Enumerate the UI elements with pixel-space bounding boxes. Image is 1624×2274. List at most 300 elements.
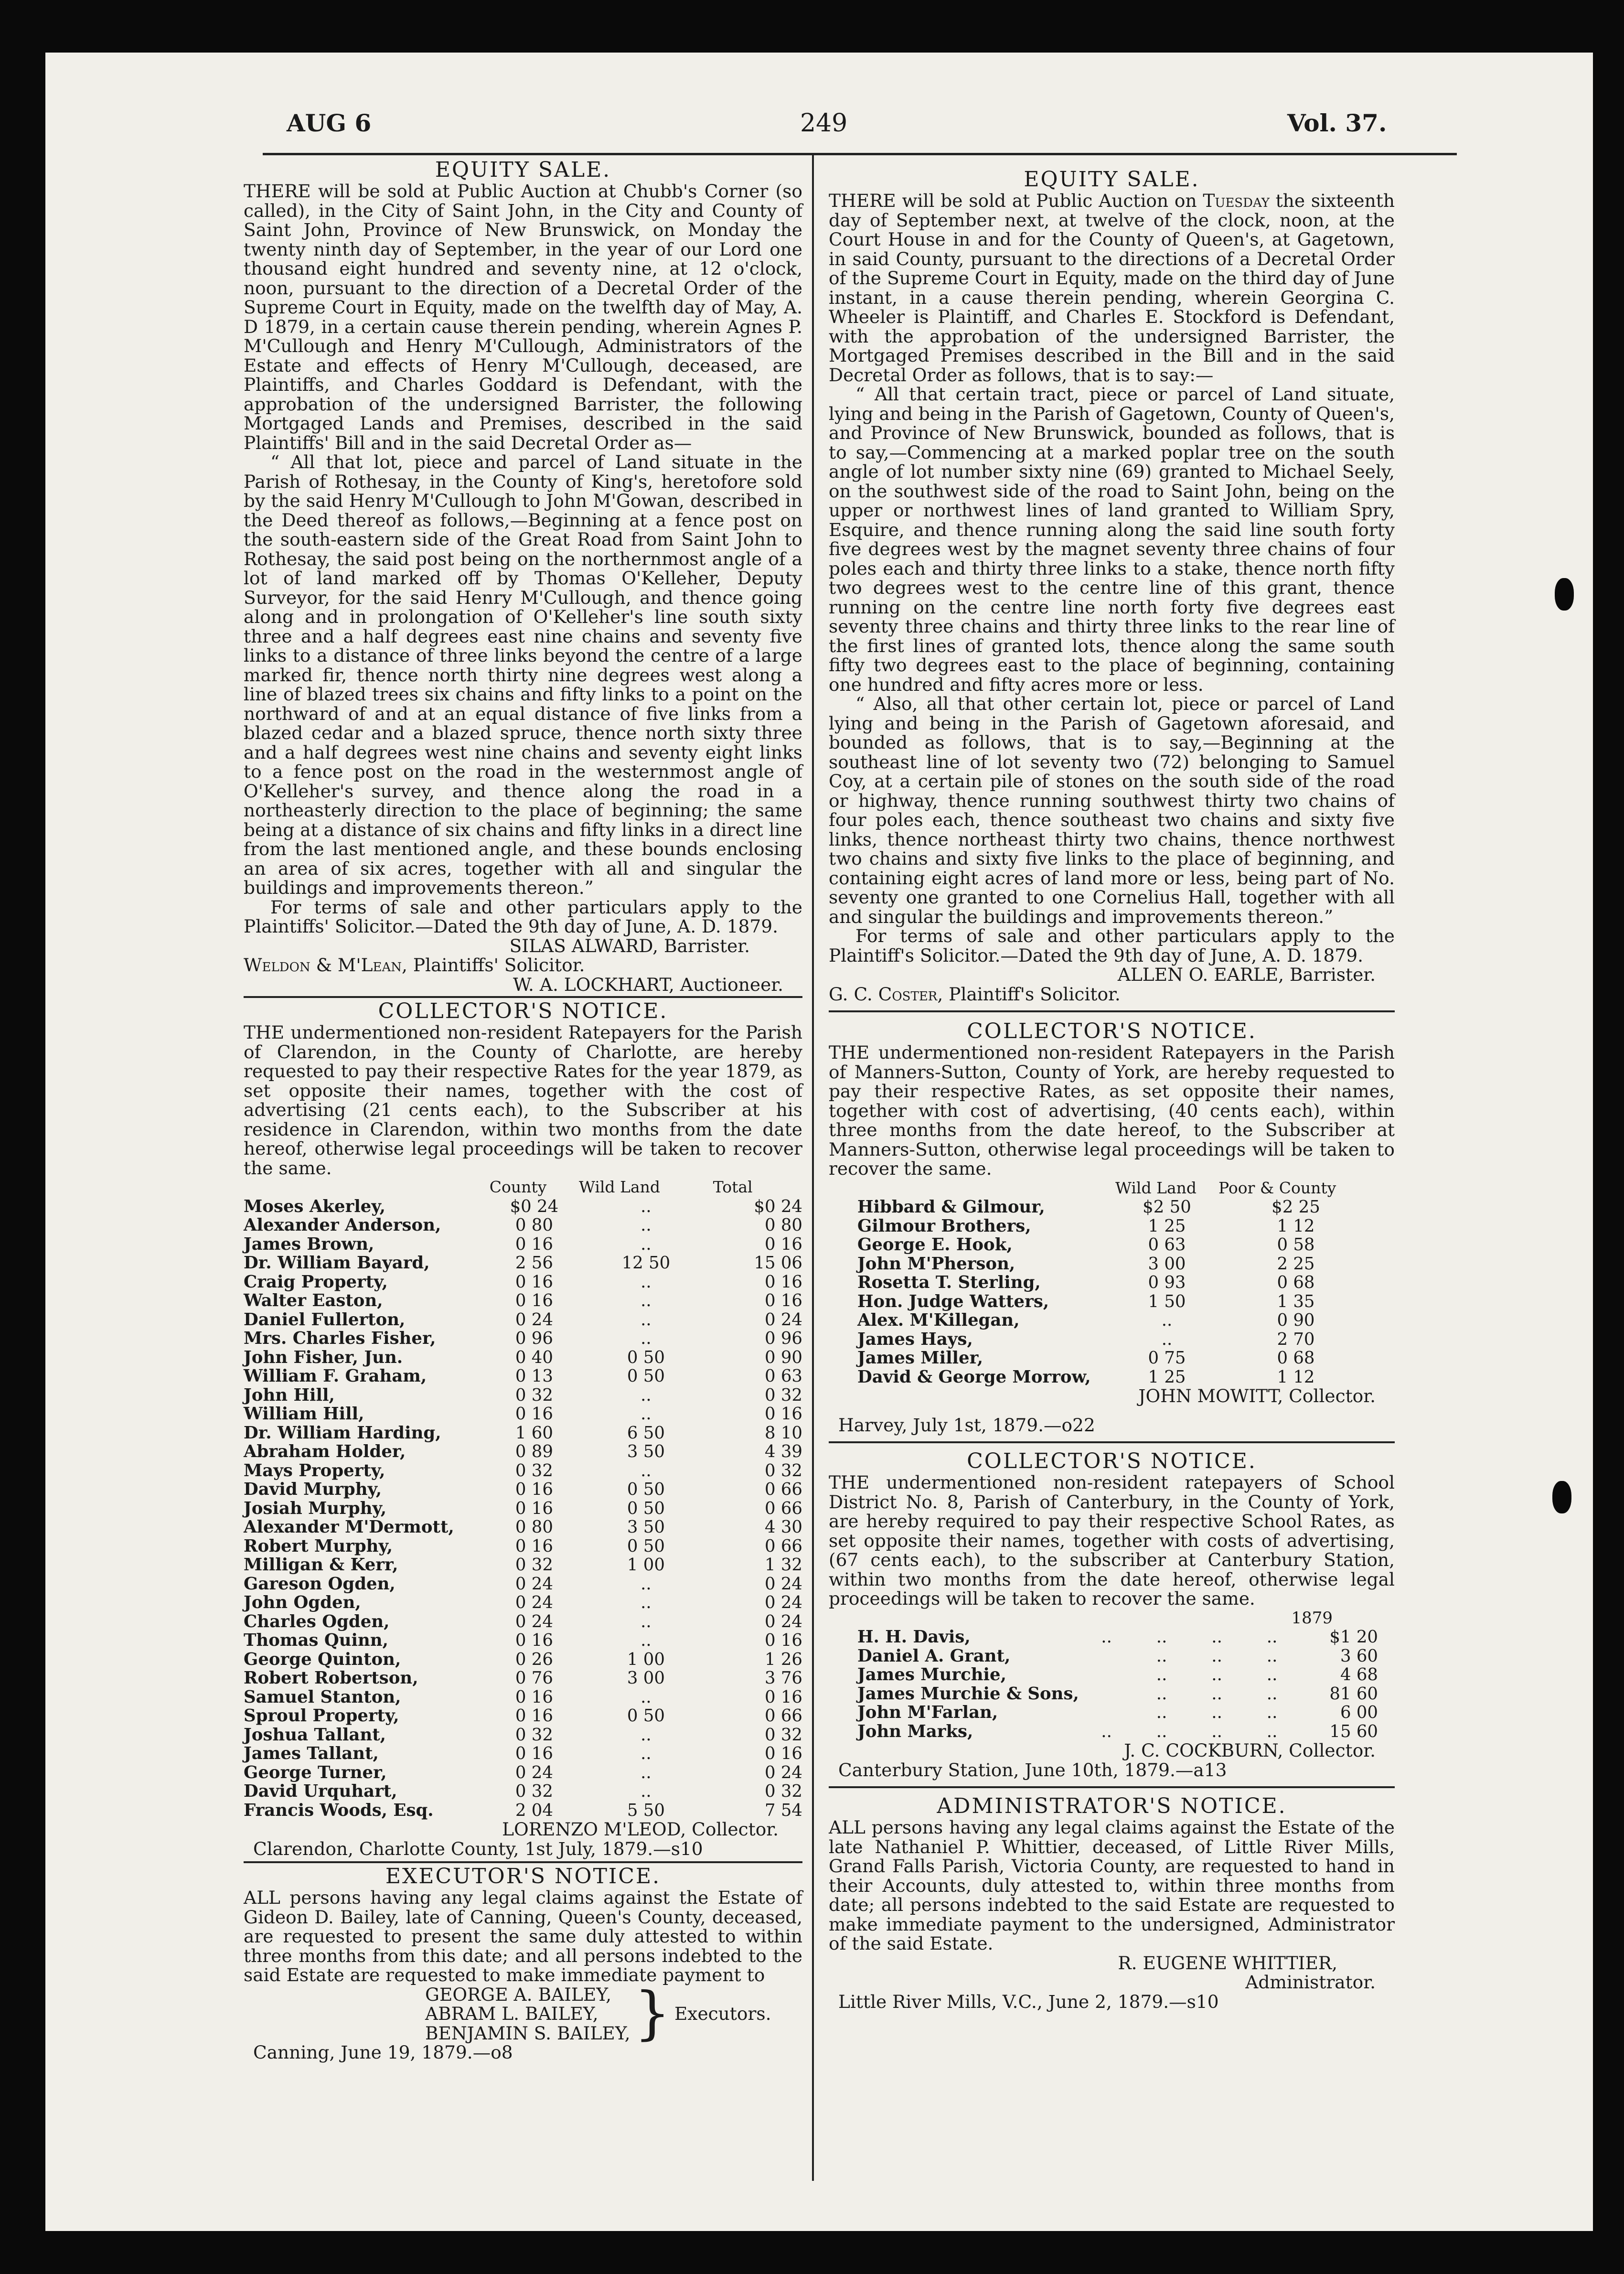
clarendon-cell: 0 16 (515, 1404, 553, 1424)
clarendon-cell: William F. Graham, (244, 1366, 427, 1386)
clarendon-cell: 2 56 (515, 1253, 553, 1273)
manners-cell: 0 68 (1277, 1348, 1315, 1368)
equity-sale-right-day: Tuesday (1203, 190, 1270, 211)
clarendon-cell: Charles Ogden, (244, 1611, 390, 1631)
clarendon-cell: 0 50 (627, 1498, 665, 1518)
clarendon-cell: 15 06 (754, 1253, 802, 1273)
manners-row (857, 1198, 1373, 1217)
executor-name-2: ABRAM L. BAILEY, (425, 2003, 598, 2024)
manners-cell: 1 25 (1148, 1216, 1186, 1236)
canterbury-cell: .. (1101, 1627, 1112, 1647)
clarendon-row (244, 1537, 802, 1556)
clarendon-cell: Milligan & Kerr, (244, 1555, 398, 1575)
clarendon-cell: George Turner, (244, 1762, 387, 1782)
clarendon-cell: 1 32 (764, 1555, 802, 1575)
canterbury-row (857, 1703, 1378, 1722)
clarendon-cell: 0 32 (515, 1725, 553, 1745)
manners-cell: Alex. M'Killegan, (857, 1310, 1020, 1330)
manners-cell: 0 68 (1277, 1273, 1315, 1292)
clarendon-cell: 0 90 (764, 1347, 802, 1367)
clarendon-row (244, 1726, 802, 1745)
manners-cell: George E. Hook, (857, 1235, 1013, 1255)
right-column (829, 168, 1395, 2011)
canterbury-cell: .. (1156, 1627, 1167, 1647)
clarendon-cell: 0 40 (515, 1347, 553, 1367)
executor-role: Executors. (674, 2003, 771, 2024)
clarendon-cell: 0 32 (764, 1460, 802, 1480)
manners-row (857, 1368, 1373, 1387)
clarendon-row (244, 1273, 802, 1292)
clarendon-row (244, 1575, 802, 1594)
equity-sale-left-solicitor-name: Weldon & M'Lean, (244, 955, 407, 976)
manners-cell: 0 63 (1148, 1235, 1186, 1255)
clarendon-row (244, 1650, 802, 1669)
manners-col-wild-land: Wild Land (1115, 1178, 1197, 1197)
canterbury-row (857, 1647, 1378, 1666)
clarendon-cell: Francis Woods, Esq. (244, 1800, 434, 1820)
clarendon-cell: 0 32 (764, 1781, 802, 1801)
manners-col-poor-county: Poor & County (1218, 1178, 1336, 1197)
clarendon-cell: .. (641, 1687, 652, 1707)
administrator-notice-title: ADMINISTRATOR'S NOTICE. (937, 1794, 1287, 1818)
divider (244, 1861, 802, 1863)
equity-sale-right (829, 168, 1395, 1004)
header-date: AUG 6 (287, 109, 372, 137)
manners-cell: .. (1161, 1310, 1173, 1330)
executor-name-1: GEORGE A. BAILEY, (425, 1984, 612, 2005)
equity-sale-left-terms: For terms of sale and other particulars apply to the Plaintiffs' Solicitor.—Dated the 9th day of June, A. D. 1879. (244, 896, 802, 937)
canterbury-cell: .. (1266, 1665, 1278, 1684)
manners-cell: David & George Morrow, (857, 1367, 1091, 1387)
manners-cell: 3 00 (1148, 1254, 1186, 1274)
clarendon-row (244, 1706, 802, 1726)
clarendon-cell: Robert Murphy, (244, 1536, 393, 1556)
manners-row (857, 1349, 1373, 1368)
clarendon-cell: Sproul Property, (244, 1706, 399, 1726)
manners-cell: .. (1161, 1329, 1173, 1349)
clarendon-cell: 0 80 (515, 1517, 553, 1537)
clarendon-cell: Gareson Ogden, (244, 1574, 395, 1594)
clarendon-row (244, 1367, 802, 1386)
clarendon-cell: 0 16 (515, 1480, 553, 1499)
clarendon-cell: 0 89 (515, 1442, 553, 1461)
manners-row (857, 1311, 1373, 1330)
manners-cell: 2 70 (1277, 1329, 1315, 1349)
clarendon-cell: William Hill, (244, 1404, 364, 1424)
clarendon-row (244, 1782, 802, 1801)
divider (829, 1441, 1395, 1443)
canterbury-cell: 6 00 (1340, 1703, 1378, 1722)
canterbury-cell (1079, 1647, 1134, 1666)
clarendon-row (244, 1386, 802, 1405)
collector-notice-clarendon-title: COLLECTOR'S NOTICE. (378, 999, 668, 1023)
administrator-role: Administrator. (1245, 1972, 1376, 1993)
canterbury-cell: .. (1211, 1721, 1222, 1741)
collector-notice-manners-sutton-title: COLLECTOR'S NOTICE. (967, 1019, 1257, 1043)
clarendon-row (244, 1499, 802, 1518)
canterbury-cell: Daniel A. Grant, (857, 1646, 1011, 1666)
clarendon-cell: 0 24 (515, 1762, 553, 1782)
clarendon-row (244, 1801, 802, 1820)
canterbury-row (857, 1722, 1378, 1741)
clarendon-cell: 0 50 (627, 1347, 665, 1367)
clarendon-cell: 0 80 (515, 1215, 553, 1235)
manners-cell: 1 12 (1277, 1216, 1315, 1236)
clarendon-cell: .. (641, 1272, 652, 1292)
clarendon-cell: 8 10 (764, 1423, 802, 1443)
clarendon-cell: 0 16 (515, 1687, 553, 1707)
equity-sale-left-barrister: SILAS ALWARD, Barrister. (509, 935, 750, 956)
canterbury-cell: 81 60 (1329, 1684, 1378, 1704)
divider (829, 1786, 1395, 1788)
manners-row (857, 1255, 1373, 1274)
canterbury-cell: .. (1266, 1646, 1278, 1666)
clarendon-row (244, 1555, 802, 1575)
clarendon-cell: Craig Property, (244, 1272, 388, 1292)
canterbury-cell: 3 60 (1340, 1646, 1378, 1666)
column-divider (812, 155, 814, 2181)
clarendon-cell: 0 26 (515, 1649, 553, 1669)
clarendon-cell: $0 24 (510, 1196, 559, 1216)
clarendon-cell: Robert Robertson, (244, 1668, 418, 1688)
clarendon-cell: David Murphy, (244, 1480, 382, 1499)
executor-name-3: BENJAMIN S. BAILEY, (425, 2022, 630, 2044)
clarendon-cell: 0 63 (764, 1366, 802, 1386)
canterbury-cell (1079, 1665, 1134, 1684)
collector-notice-clarendon-text: THE undermentioned non-resident Ratepayers for the Parish of Clarendon, in the County of Charlotte, are hereby requested to pay their respective Rates for the year 1879, as set opposite their names, together with the cost of advertising (21 cents each), to the Subscriber at his residence in Clarendon, within two months from the date hereof, otherwise legal proceedings will be taken to recover the same. (244, 1022, 802, 1179)
divider (244, 996, 802, 998)
administrator-notice-dateline: Little River Mills, V.C., June 2, 1879.—s10 (838, 1991, 1219, 2012)
clarendon-cell: 0 16 (515, 1272, 553, 1292)
administrator-name: R. EUGENE WHITTIER, (1118, 1952, 1337, 1974)
clarendon-cell: 0 66 (764, 1706, 802, 1726)
clarendon-cell: Mays Property, (244, 1460, 385, 1480)
clarendon-cell: $0 24 (754, 1196, 802, 1216)
canterbury-row (857, 1665, 1378, 1684)
canterbury-rates-table (857, 1628, 1378, 1741)
manners-cell: James Miller, (857, 1348, 983, 1368)
manners-cell: Gilmour Brothers, (857, 1216, 1031, 1236)
equity-sale-left (244, 159, 802, 994)
canterbury-cell: .. (1266, 1627, 1278, 1647)
equity-sale-right-tract-2: “ Also, all that other certain lot, piece or parcel of Land lying and being in the Parish of Gagetown aforesaid, and bounded as follows, that is to say,—Beginning at the southeast line of lot seventy two (72) belonging to Samuel Coy, at a certain pile of stones on the south side of the road or highway, thence running southwest thirty two chains of four poles each, thence southeast two chains and sixty five links, thence northeast thirty two chains, thence northwest two chains and sixty five links to the place of beginning, and containing eight acres of land more or less, being part of No. seventy one granted to one Cornelius Hall, together with all and singular the buildings and improvements thereon.” (829, 693, 1395, 927)
clarendon-cell: 0 24 (515, 1574, 553, 1594)
clarendon-cell: 0 16 (515, 1498, 553, 1518)
equity-sale-left-solicitor-role: Plaintiffs' Solicitor. (407, 955, 585, 976)
canterbury-cell: James Murchie, (857, 1665, 1006, 1684)
clarendon-cell: 0 96 (515, 1329, 553, 1348)
manners-cell: 0 75 (1148, 1348, 1186, 1368)
clarendon-cell: .. (641, 1630, 652, 1650)
canterbury-cell: 4 68 (1340, 1665, 1378, 1684)
clarendon-row (244, 1631, 802, 1650)
clarendon-cell: Mrs. Charles Fisher, (244, 1329, 436, 1348)
clarendon-cell: .. (641, 1574, 652, 1594)
clarendon-row (244, 1688, 802, 1707)
manners-cell: 1 35 (1277, 1291, 1315, 1311)
clarendon-cell: 0 24 (515, 1309, 553, 1330)
manners-row (857, 1273, 1373, 1292)
clarendon-cell: .. (641, 1329, 652, 1348)
clarendon-row (244, 1235, 802, 1254)
collector-notice-canterbury-text: THE undermentioned non-resident ratepayers of School District No. 8, Parish of Canterbury, in the County of York, are hereby required to pay their respective School Rates, as set opposite their names, together with costs of advertising, (67 cents each), to the subscriber at Canterbury Station, within two months from the date hereof, otherwise legal proceedings will be taken to recover the same. (829, 1472, 1395, 1609)
clarendon-cell: Daniel Fullerton, (244, 1309, 406, 1330)
executor-notice-text: ALL persons having any legal claims against the Estate of Gideon D. Bailey, late of Canning, Queen's County, deceased, are requested to present the same duly attested to within three months from this date; and all persons indebted to the said Estate are requested to make immediate payment to (244, 1887, 802, 1985)
clarendon-cell: 0 16 (515, 1234, 553, 1254)
manners-row (857, 1235, 1373, 1255)
header-page-number: 249 (800, 109, 848, 138)
clarendon-cell: .. (641, 1725, 652, 1745)
clarendon-cell: .. (641, 1611, 652, 1631)
clarendon-cell: 0 13 (515, 1366, 553, 1386)
clarendon-cell: .. (641, 1385, 652, 1405)
canterbury-cell: .. (1211, 1665, 1222, 1684)
clarendon-cell: John Hill, (244, 1385, 335, 1405)
clarendon-cell: 12 50 (621, 1253, 671, 1273)
clarendon-cell: 0 16 (515, 1744, 553, 1763)
collector-notice-manners-sutton-dateline: Harvey, July 1st, 1879.—o22 (838, 1414, 1095, 1436)
clarendon-cell: 0 32 (515, 1781, 553, 1801)
header-volume: Vol. 37. (1287, 109, 1387, 137)
clarendon-cell: James Tallant, (244, 1744, 379, 1763)
collector-notice-canterbury (829, 1450, 1395, 1780)
clarendon-cell: 0 32 (515, 1385, 553, 1405)
manners-cell: Rosetta T. Sterling, (857, 1273, 1041, 1292)
manners-col-name (857, 1179, 1115, 1198)
manners-cell: $2 50 (1143, 1197, 1191, 1217)
equity-sale-right-intro-b: the sixteenth day of September next, at twelve of the clock, noon, at the Court House in and for the County of Queen's, at Gagetown, in said County, pursuant to the directions of a Decretal Order of the Supreme Court in Equity, made on the third day of June instant, in a cause therein pending, wherein Georgina C. Wheeler is Plaintiff, and Charles E. Stockford is Defendant, with the approbation of the undersigned Barrister, the Mortgaged Premises described in the Bill and in the said Decretal Order as follows, that is to say:— (829, 190, 1395, 386)
clarendon-row (244, 1612, 802, 1631)
clarendon-cell: .. (641, 1781, 652, 1801)
clarendon-col-total: Total (713, 1178, 753, 1196)
clarendon-cell: 2 04 (515, 1800, 553, 1820)
clarendon-cell: George Quinton, (244, 1649, 401, 1669)
manners-cell: $2 25 (1271, 1197, 1320, 1217)
clarendon-cell: 5 50 (627, 1800, 665, 1820)
manners-cell: 1 25 (1148, 1367, 1186, 1387)
clarendon-row (244, 1518, 802, 1537)
clarendon-cell: 0 24 (764, 1611, 802, 1631)
clarendon-col-wild-land: Wild Land (578, 1178, 661, 1196)
clarendon-cell: Alexander Anderson, (244, 1215, 441, 1235)
canterbury-cell: .. (1156, 1665, 1167, 1684)
newspaper-page (45, 53, 1593, 2231)
equity-sale-right-terms: For terms of sale and other particulars apply to the Plaintiff's Solicitor.—Dated the 9th day of June, A. D. 1879. (829, 925, 1395, 966)
canterbury-cell: .. (1156, 1646, 1167, 1666)
manners-cell: Hon. Judge Watters, (857, 1291, 1049, 1311)
canterbury-cell (1079, 1684, 1134, 1704)
clarendon-cell: 0 50 (627, 1706, 665, 1726)
manners-cell: 0 58 (1277, 1235, 1315, 1255)
canterbury-year-heading: 1879 (1291, 1608, 1333, 1628)
canterbury-cell: .. (1156, 1684, 1167, 1704)
clarendon-cell: 0 24 (764, 1593, 802, 1612)
clarendon-cell: Josiah Murphy, (244, 1498, 387, 1518)
manners-cell: Hibbard & Gilmour, (857, 1197, 1045, 1217)
executor-notice (244, 1865, 802, 2062)
collector-notice-clarendon-dateline: Clarendon, Charlotte County, 1st July, 1879.—s10 (253, 1838, 703, 1859)
manners-cell: 0 90 (1277, 1310, 1315, 1330)
ink-blot (1555, 578, 1574, 611)
clarendon-cell: Abraham Holder, (244, 1442, 406, 1461)
collector-notice-clarendon (244, 1000, 802, 1858)
clarendon-cell: Walter Easton, (244, 1291, 383, 1310)
canterbury-cell: H. H. Davis, (857, 1627, 971, 1647)
manners-cell: James Hays, (857, 1329, 973, 1349)
clarendon-cell: 0 76 (515, 1668, 553, 1688)
clarendon-row (244, 1669, 802, 1688)
clarendon-cell: 0 16 (515, 1630, 553, 1650)
clarendon-row (244, 1480, 802, 1499)
equity-sale-left-title: EQUITY SALE. (435, 158, 611, 182)
clarendon-cell: 1 00 (627, 1649, 665, 1669)
clarendon-cell: 0 16 (515, 1291, 553, 1310)
canterbury-cell: 15 60 (1329, 1721, 1378, 1741)
collector-notice-canterbury-signature: J. C. COCKBURN, Collector. (1124, 1740, 1376, 1761)
clarendon-cell: 0 96 (764, 1329, 802, 1348)
clarendon-row (244, 1291, 802, 1310)
clarendon-cell: 0 16 (764, 1687, 802, 1707)
clarendon-cell: 3 50 (627, 1517, 665, 1537)
clarendon-cell: 4 30 (764, 1517, 802, 1537)
equity-sale-right-barrister: ALLEN O. EARLE, Barrister. (1117, 964, 1376, 985)
clarendon-cell: 0 24 (515, 1611, 553, 1631)
clarendon-cell: .. (641, 1762, 652, 1782)
clarendon-cell: 0 16 (515, 1536, 553, 1556)
clarendon-cell: 0 80 (764, 1215, 802, 1235)
clarendon-cell: John Ogden, (244, 1593, 361, 1612)
clarendon-row (244, 1405, 802, 1424)
clarendon-cell: 0 32 (515, 1460, 553, 1480)
collector-notice-canterbury-dateline: Canterbury Station, June 10th, 1879.—a13 (838, 1759, 1227, 1781)
canterbury-row (857, 1628, 1378, 1647)
clarendon-col-county: County (489, 1178, 547, 1196)
canterbury-cell: .. (1266, 1703, 1278, 1722)
collector-notice-clarendon-signature: LORENZO M'LEOD, Collector. (502, 1819, 779, 1840)
canterbury-cell: John Marks, (857, 1721, 973, 1741)
clarendon-cell: 0 32 (764, 1725, 802, 1745)
clarendon-cell: 0 24 (515, 1593, 553, 1612)
equity-sale-right-tract-1: “ All that certain tract, piece or parcel of Land situate, lying and being in the Parish of Gagetown, County of Queen's, and Province of New Brunswick, bounded as follows, that is to say,—Commencing at a marked poplar tree on the south angle of lot number sixty nine (69) granted to Michael Seely, on the southwest side of the road to Saint John, being on the upper or northwest lines of land granted to William Spry, Esquire, and thence running along the said line south forty five degrees west by the magnet seventy three chains of four poles each and thirty three links to a stake, thence north fifty two degrees west to the centre line of this grant, thence running on the centre line north forty five degrees east seventy three chains and thirty three links to the rear line of the first lines of granted lots, thence along the same south fifty two degrees east to the place of beginning, containing one hundred and fifty acres more or less. (829, 384, 1395, 695)
clarendon-cell: 0 24 (764, 1309, 802, 1330)
clarendon-cell: 0 50 (627, 1366, 665, 1386)
canterbury-cell: .. (1266, 1684, 1278, 1704)
administrator-notice-text: ALL persons having any legal claims against the Estate of the late Nathaniel P. Whittier, deceased, of Little River Mills, Grand Falls Parish, Victoria County, are requested to hand in their Accounts, duly attested to, within three months from date; all persons indebted to the said Estate are requested to make immediate payment to the undersigned, Administrator of the said Estate. (829, 1817, 1395, 1954)
manners-cell: 2 25 (1277, 1254, 1315, 1274)
canterbury-cell: $1 20 (1329, 1627, 1378, 1647)
clarendon-cell: 0 16 (764, 1291, 802, 1310)
clarendon-cell: 1 26 (764, 1649, 802, 1669)
ink-blot (1552, 1481, 1571, 1513)
clarendon-cell: 3 50 (627, 1442, 665, 1461)
header-rule (263, 153, 1457, 155)
canterbury-cell: .. (1156, 1703, 1167, 1722)
clarendon-cell: Moses Akerley, (244, 1196, 385, 1216)
clarendon-cell: .. (641, 1309, 652, 1330)
collector-notice-manners-sutton (829, 1020, 1395, 1435)
manners-row (857, 1292, 1373, 1311)
brace-glyph: } (634, 1980, 671, 2047)
canterbury-cell: .. (1266, 1721, 1278, 1741)
canterbury-row (857, 1684, 1378, 1704)
clarendon-cell: 0 50 (627, 1536, 665, 1556)
clarendon-cell: 0 32 (515, 1555, 553, 1575)
clarendon-cell: 0 50 (627, 1480, 665, 1499)
clarendon-cell: Dr. William Bayard, (244, 1253, 430, 1273)
clarendon-cell: 0 24 (764, 1762, 802, 1782)
clarendon-cell: .. (641, 1234, 652, 1254)
clarendon-row (244, 1254, 802, 1273)
clarendon-cell: 6 50 (627, 1423, 665, 1443)
clarendon-row (244, 1348, 802, 1367)
manners-cell: 1 50 (1148, 1291, 1186, 1311)
canterbury-cell: .. (1211, 1684, 1222, 1704)
collector-notice-canterbury-title: COLLECTOR'S NOTICE. (967, 1449, 1257, 1473)
canterbury-cell: .. (1101, 1721, 1112, 1741)
clarendon-cell: Thomas Quinn, (244, 1630, 389, 1650)
clarendon-cell: .. (641, 1404, 652, 1424)
canterbury-cell: .. (1211, 1627, 1222, 1647)
equity-sale-right-intro-a: THERE will be sold at Public Auction on (829, 190, 1203, 211)
clarendon-col-name (244, 1178, 490, 1197)
manners-cell: 1 12 (1277, 1367, 1315, 1387)
equity-sale-left-auctioneer: W. A. LOCKHART, Auctioneer. (513, 974, 783, 995)
manners-cell: John M'Pherson, (857, 1254, 1015, 1274)
clarendon-cell: 0 66 (764, 1536, 802, 1556)
clarendon-cell: 0 16 (764, 1630, 802, 1650)
manners-sutton-rates-table (857, 1179, 1373, 1387)
clarendon-cell: 0 16 (764, 1272, 802, 1292)
clarendon-cell: .. (641, 1744, 652, 1763)
clarendon-cell: Samuel Stanton, (244, 1687, 401, 1707)
clarendon-row (244, 1216, 802, 1235)
clarendon-cell: Alexander M'Dermott, (244, 1517, 454, 1537)
clarendon-cell: 0 16 (764, 1744, 802, 1763)
clarendon-cell: .. (641, 1291, 652, 1310)
clarendon-cell: James Brown, (244, 1234, 374, 1254)
clarendon-cell: 3 76 (764, 1668, 802, 1688)
clarendon-cell: 7 54 (764, 1800, 802, 1820)
clarendon-row (244, 1329, 802, 1348)
clarendon-cell: 1 00 (627, 1555, 665, 1575)
clarendon-row (244, 1763, 802, 1782)
clarendon-cell: 0 66 (764, 1480, 802, 1499)
clarendon-cell: Joshua Tallant, (244, 1725, 386, 1745)
executor-notice-dateline: Canning, June 19, 1879.—o8 (253, 2042, 513, 2063)
canterbury-cell (1079, 1703, 1134, 1722)
executor-notice-title: EXECUTOR'S NOTICE. (385, 1864, 661, 1888)
manners-cell: 0 93 (1148, 1273, 1186, 1292)
clarendon-cell: 1 60 (515, 1423, 553, 1443)
clarendon-cell: 0 16 (764, 1404, 802, 1424)
left-column (244, 159, 802, 2062)
canterbury-cell: .. (1156, 1721, 1167, 1741)
canterbury-cell: .. (1211, 1646, 1222, 1666)
equity-sale-left-intro: THERE will be sold at Public Auction at Chubb's Corner (so called), in the City of Saint John, in the City and County of Saint John, Province of New Brunswick, on Monday the twenty ninth day of September, in the year of our Lord one thousand eight hundred and seventy nine, at 12 o'clock, noon, pursuant to the direction of a Decretal Order of the Supreme Court in Equity, made on the twelfth day of May, A. D 1879, in a certain cause therein pending, wherein Agnes P. M'Cullough and Henry M'Cullough, Administrators of the Estate and effects of Henry M'Cullough, deceased, are Plaintiffs, and Charles Goddard is Defendant, with the approbation of the undersigned Barrister, the following Mortgaged Lands and Premises, described in the said Plaintiffs' Bill and in the said Decretal Order as— (244, 181, 802, 453)
clarendon-row (244, 1197, 802, 1216)
clarendon-cell: .. (641, 1460, 652, 1480)
clarendon-rates-table (244, 1178, 802, 1820)
clarendon-row (244, 1442, 802, 1461)
clarendon-row (244, 1744, 802, 1763)
divider (829, 1010, 1395, 1012)
clarendon-row (244, 1461, 802, 1480)
collector-notice-manners-sutton-text: THE undermentioned non-resident Ratepayers in the Parish of Manners-Sutton, County of York, are hereby requested to pay their respective Rates, as set opposite their names, together with cost of advertising, (40 cents each), within three months from the date hereof, to the Subscriber at Manners-Sutton, otherwise legal proceedings will be taken to recover the same. (829, 1042, 1395, 1179)
clarendon-row (244, 1593, 802, 1612)
administrator-notice (829, 1795, 1395, 2011)
clarendon-cell: .. (641, 1196, 652, 1216)
manners-row (857, 1330, 1373, 1349)
